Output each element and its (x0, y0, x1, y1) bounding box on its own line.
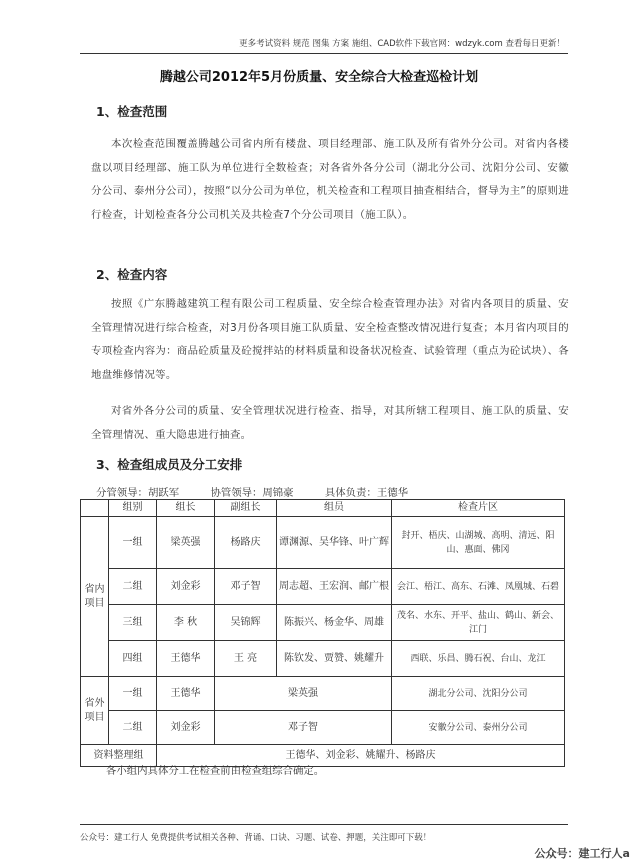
row-area: 茂名、水东、开平、盐山、鹤山、新会、江门 (392, 605, 565, 641)
section-1-body: 本次检查范围覆盖腾越公司省内所有楼盘、项目经理部、施工队及所有省外分公司。对省内各楼盘以项目经理部、施工队为单位进行全数检查；对各省外各分公司（湖北分公司、沈阳分公司、安徽分公司、泰州分公司），按照“以分公司为单位，机关检查和工程项目抽查相结合，督导为主”的原则进行检查，计划检查各分公司机关及共检查7个分公司项目（施工队）。 (91, 138, 569, 221)
footer-text: 公众号：建工行人 免费提供考试相关各种、背诵、口诀、习题、试卷、押题，关注即可下载！ (80, 833, 432, 843)
staff-assignment (96, 484, 436, 499)
row-leader: 刘金彩 (157, 711, 215, 745)
row-members: 陈钦发、贾赞、姚耀升 (277, 641, 392, 677)
province-out-label: 省外项目 (81, 677, 109, 745)
table-header-row (81, 500, 565, 517)
header-leader: 组长 (157, 500, 215, 517)
row-group: 一组 (109, 677, 157, 711)
row-leader: 梁英强 (157, 517, 215, 569)
row-area: 西联、乐昌、腾石祝、台山、龙江 (392, 641, 565, 677)
table-row (81, 517, 565, 569)
section-2-body-2: 对省外各分公司的质量、安全管理状况进行检查、指导，对其所辖工程项目、施工队的质量、安全管理情况、重大隐患进行抽查。 (91, 405, 569, 441)
document-title: 腾越公司2012年5月份质量、安全综合大检查巡检计划 (159, 70, 479, 85)
watermark: 公众号：建工行人a (534, 847, 630, 860)
header-members: 组员 (277, 500, 392, 517)
header-divider (80, 53, 568, 54)
table-row (81, 605, 565, 641)
row-leader: 刘金彩 (157, 569, 215, 605)
row-group: 一组 (109, 517, 157, 569)
row-deputy: 邓子智 (215, 569, 277, 605)
section-3-heading: 3、检查组成员及分工安排 (96, 457, 243, 472)
row-group: 二组 (109, 569, 157, 605)
row-members: 周志超、王宏润、邮广根 (277, 569, 392, 605)
section-2-heading: 2、检查内容 (96, 267, 168, 282)
row-deputy: 杨路庆 (215, 517, 277, 569)
row-deputy: 王 亮 (215, 641, 277, 677)
province-in-label: 省内项目 (81, 517, 109, 677)
table-row (81, 569, 565, 605)
in-charge-label: 具体负责：王德华 (324, 487, 408, 499)
row-group: 二组 (109, 711, 157, 745)
section-2-body-1: 按照《广东腾越建筑工程有限公司工程质量、安全综合检查管理办法》对省内各项目的质量、安全管理情况进行综合检查，对3月份各项目施工队质量、安全检查整改情况进行复查；本月省内项目的专项检查内容为：商品砼质量及砼搅拌站的材料质量和设备状况检查、试验管理（重点为砼试块）、各地盘维修情况等。 (91, 298, 569, 381)
footer-divider (80, 824, 568, 825)
header-area: 检查片区 (392, 500, 565, 517)
inspection-team-table (80, 499, 565, 767)
header-group: 组别 (109, 500, 157, 517)
row-members: 谭渊源、吴华锋、叶广辉 (277, 517, 392, 569)
row-area: 安徽分公司、泰州分公司 (392, 711, 565, 745)
row-leader: 王德华 (157, 677, 215, 711)
table-row (81, 641, 565, 677)
row-members: 邓子智 (215, 711, 392, 745)
table-row (81, 677, 565, 711)
header-deputy: 副组长 (215, 500, 277, 517)
row-members: 梁英强 (215, 677, 392, 711)
row-leader: 李 秋 (157, 605, 215, 641)
row-leader: 王德华 (157, 641, 215, 677)
supervisor-label: 分管领导：胡跃军 (96, 487, 180, 499)
row-area: 会江、梧江、高东、石滩、凤凰城、石碧 (392, 569, 565, 605)
closing-note: 各小组内具体分工在检查前由检查组综合确定。 (106, 765, 325, 777)
row-area: 湖北分公司、沈阳分公司 (392, 677, 565, 711)
site-header-text: 更多考试资料 规范 图集 方案 施组、CAD软件下载官网：wdzyk.com 查看每日更新！ (239, 39, 565, 49)
section-1-heading: 1、检查范围 (96, 104, 168, 119)
row-deputy: 吴锦辉 (215, 605, 277, 641)
table-row (81, 711, 565, 745)
row-members: 陈振兴、杨金华、周雄 (277, 605, 392, 641)
header-corner-cell (81, 500, 109, 517)
row-group: 四组 (109, 641, 157, 677)
row-area: 封开、梧庆、山湖城、高明、清远、阳山、惠面、佛冈 (392, 517, 565, 569)
data-team-label: 资料整理组 (81, 745, 157, 767)
row-group: 三组 (109, 605, 157, 641)
co-leader-label: 协管领导：周锦豪 (210, 487, 294, 499)
data-team-members: 王德华、刘金彩、姚耀升、杨路庆 (157, 745, 565, 767)
